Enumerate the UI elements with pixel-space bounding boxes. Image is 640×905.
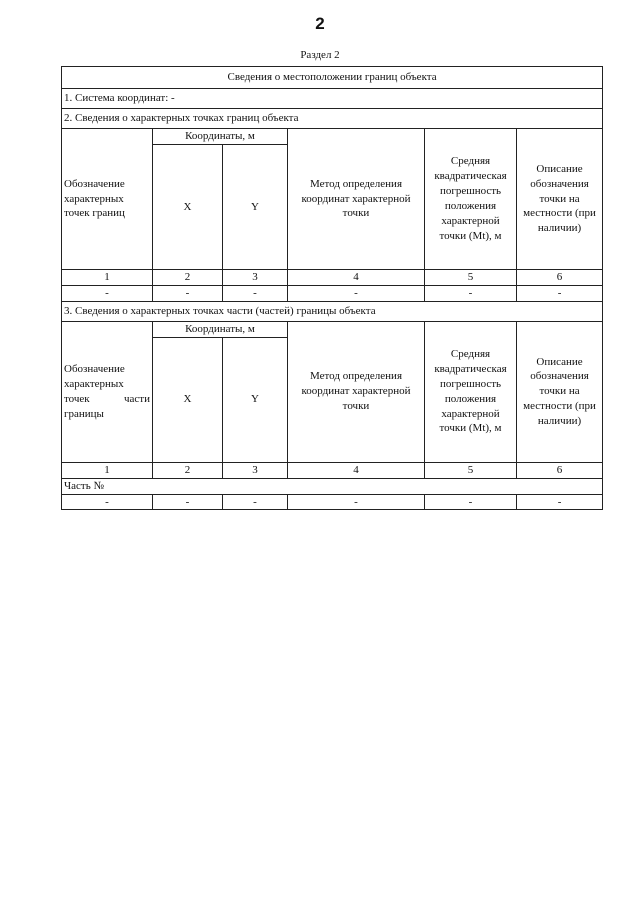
table-cell: - <box>517 285 603 301</box>
table-cell: - <box>288 494 425 510</box>
block2-col-x: X <box>153 337 223 462</box>
column-number: 3 <box>223 270 288 286</box>
block2-heading: 3. Сведения о характерных точках части (частей) границы объекта <box>62 301 603 321</box>
table-cell: - <box>153 285 223 301</box>
page-number: 2 <box>315 14 325 33</box>
column-number: 4 <box>288 270 425 286</box>
column-number: 4 <box>288 462 425 478</box>
column-number: 5 <box>425 462 517 478</box>
table-cell: - <box>62 494 153 510</box>
part-label-row: Часть № <box>62 478 603 494</box>
column-number: 3 <box>223 462 288 478</box>
block1-number-row <box>62 270 603 286</box>
column-number: 2 <box>153 462 223 478</box>
section-title: Раздел 2 <box>300 49 340 61</box>
table-cell: - <box>153 494 223 510</box>
block1-col-x: X <box>153 145 223 270</box>
column-number: 6 <box>517 462 603 478</box>
block2-col-coords: Координаты, м <box>153 321 288 337</box>
boundary-points-table <box>61 66 603 510</box>
column-number: 1 <box>62 462 153 478</box>
block2-col-designation: Обозначение характерных точек части границы <box>62 321 153 462</box>
table-cell: - <box>425 494 517 510</box>
block1-col-description: Описание обозначения точки на местности (при наличии) <box>517 129 603 270</box>
block2-col-error: Средняя квадратическая погрешность положения характерной точки (Mt), м <box>425 321 517 462</box>
block1-col-designation: Обозначение характерных точек границ <box>62 129 153 270</box>
block1-col-error: Средняя квадратическая погрешность положения характерной точки (Mt), м <box>425 129 517 270</box>
block2-data-row <box>62 494 603 510</box>
table-title: Сведения о местоположении границ объекта <box>62 67 603 89</box>
table-cell: - <box>517 494 603 510</box>
coord-system-row: 1. Система координат: - <box>62 89 603 109</box>
block2-col-y: Y <box>223 337 288 462</box>
column-number: 5 <box>425 270 517 286</box>
block1-data-row <box>62 285 603 301</box>
table-cell: - <box>425 285 517 301</box>
block2-col-description: Описание обозначения точки на местности (при наличии) <box>517 321 603 462</box>
block1-col-y: Y <box>223 145 288 270</box>
block1-heading: 2. Сведения о характерных точках границ объекта <box>62 109 603 129</box>
table-cell: - <box>223 285 288 301</box>
block2-col-method: Метод определения координат характерной точки <box>288 321 425 462</box>
block1-col-method: Метод определения координат характерной точки <box>288 129 425 270</box>
block2-number-row <box>62 462 603 478</box>
column-number: 1 <box>62 270 153 286</box>
table-cell: - <box>223 494 288 510</box>
column-number: 6 <box>517 270 603 286</box>
column-number: 2 <box>153 270 223 286</box>
table-cell: - <box>288 285 425 301</box>
table-cell: - <box>62 285 153 301</box>
block1-col-coords: Координаты, м <box>153 129 288 145</box>
